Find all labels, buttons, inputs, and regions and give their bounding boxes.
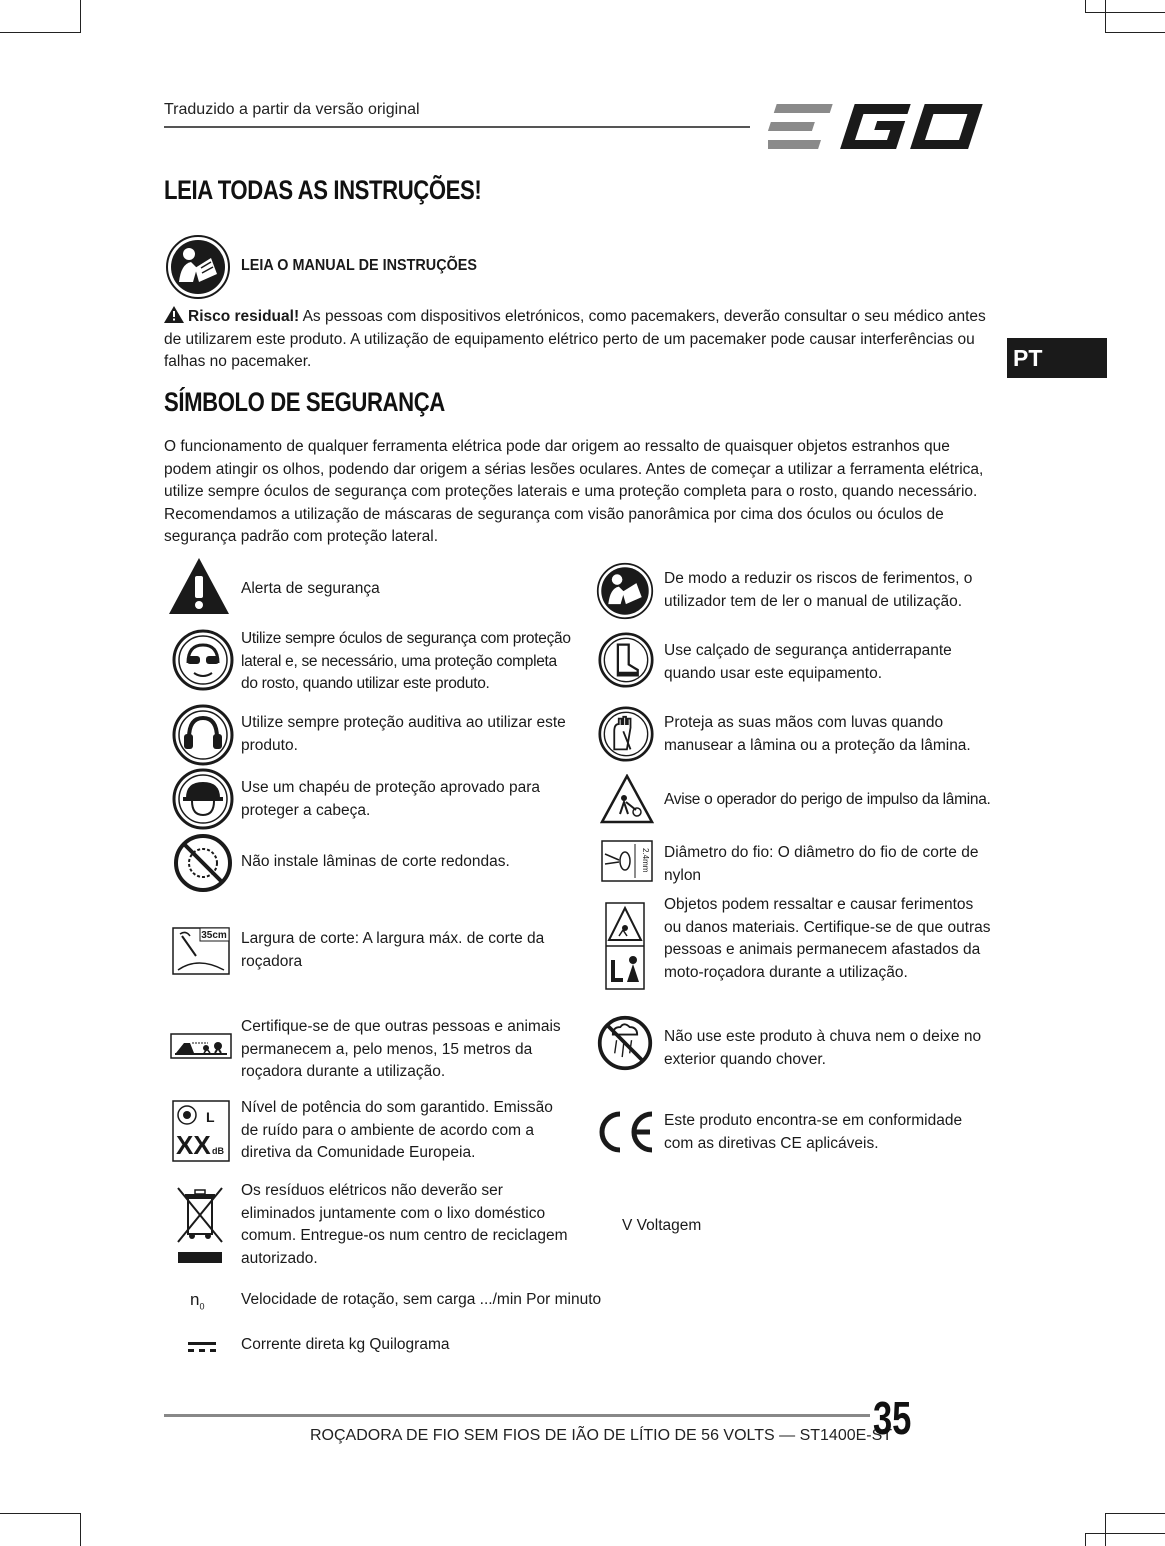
- section-title-safety-symbol: SÍMBOLO DE SEGURANÇA: [164, 387, 445, 417]
- symbol-text-keep-distance: Certifique-se de que outras pessoas e animais permanecem a, pelo menos, 15 metros da roçadora durante a utilização.: [241, 1018, 561, 1080]
- crop-mark: [1085, 1533, 1086, 1546]
- symbol-text-gloves: Proteja as suas mãos com luvas quando manusear a lâmina ou a proteção da lâmina.: [664, 714, 971, 754]
- symbol-text-blade-thrust: Avise o operador do perigo de impulso da lâmina.: [664, 791, 991, 808]
- symbol-text-direct-current: Corrente direta kg Quilograma: [241, 1336, 450, 1353]
- direct-current-icon: [188, 1340, 216, 1354]
- symbol-text-read-manual: De modo a reduzir os riscos de ferimentos, o utilizador tem de ler o manual de utilização.: [664, 570, 973, 610]
- footer-product-title: ROÇADORA DE FIO SEM FIOS DE IÃO DE LÍTIO DE 56 VOLTS — ST1400E-ST: [310, 1427, 893, 1444]
- crop-mark: [1105, 1513, 1165, 1514]
- symbol-text-safety-boots: Use calçado de segurança antiderrapante quando usar este equipamento.: [664, 642, 952, 682]
- symbol-text-line-diameter: Diâmetro do fio: O diâmetro do fio de corte de nylon: [664, 844, 979, 884]
- symbol-text-voltage: V Voltagem: [622, 1217, 702, 1234]
- residual-risk-text: As pessoas com dispositivos eletrónicos, como pacemakers, deverão consultar o seu médico antes de utilizarem este produto. A utilização de equipamento elétrico perto de um pacemaker pode causar interferências ou falhas no pacemaker.: [164, 308, 986, 370]
- weee-bin-icon: [176, 1184, 224, 1266]
- blade-thrust-warning-icon: [600, 774, 654, 824]
- symbol-text-safety-glasses: Utilize sempre óculos de segurança com proteção lateral e, se necessário, uma proteção completa do rosto, quando utilizar este produto.: [241, 630, 571, 692]
- rpm-symbol: n: [190, 1290, 200, 1309]
- footer-rule: [164, 1414, 870, 1417]
- read-manual-label: LEIA O MANUAL DE INSTRUÇÕES: [241, 257, 478, 274]
- ce-mark-text: CE: [598, 1110, 600, 1111]
- translation-note: Traduzido a partir da versão original: [164, 101, 420, 118]
- residual-risk-paragraph: [164, 306, 994, 374]
- symbol-text-no-rain: Não use este produto à chuva nem o deixe no exterior quando chover.: [664, 1028, 982, 1068]
- symbol-text-hearing-protection: Utilize sempre proteção auditiva ao utilizar este produto.: [241, 714, 566, 754]
- safety-alert-icon: [168, 556, 230, 618]
- symbol-text-thrown-objects: Objetos podem ressaltar e causar ferimentos ou danos materiais. Certifique-se de que outras pessoas e animais permanecem afastados da moto-roçadora durante a utilização.: [664, 896, 991, 981]
- no-circular-blade-icon: [172, 832, 234, 894]
- crop-mark: [1105, 0, 1106, 33]
- sound-level-value: XX: [176, 1130, 211, 1160]
- hearing-protection-icon: [172, 704, 234, 766]
- cutting-width-value: 35cm: [201, 930, 227, 941]
- sound-unit-label: dB: [212, 1146, 224, 1156]
- symbol-text-cutting-width: Largura de corte: A largura máx. de corte da roçadora: [241, 930, 545, 970]
- sound-power-icon: [172, 1100, 230, 1162]
- safety-glasses-icon: [172, 629, 234, 691]
- ce-mark-icon: [598, 1110, 656, 1154]
- no-load-speed-icon: [190, 1290, 204, 1311]
- thrown-objects-icon: [605, 902, 645, 990]
- crop-mark: [1085, 12, 1165, 13]
- language-tab: PT: [1007, 338, 1107, 378]
- symbol-text-sound-power: Nível de potência do som garantido. Emissão de ruído para o ambiente de acordo com a diretiva da Comunidade Europeia.: [241, 1099, 553, 1161]
- symbol-text-no-load-speed: Velocidade de rotação, sem carga .../min Por minuto: [241, 1291, 602, 1308]
- safety-boots-icon: [598, 632, 654, 688]
- warning-triangle-icon: [164, 306, 184, 323]
- symbol-text-safety-alert: Alerta de segurança: [241, 580, 380, 597]
- symbol-text-weee: Os resíduos elétricos não deverão ser eliminados juntamente com o lixo doméstico comum. Entregue-os num centro de reciclagem autorizado.: [241, 1182, 568, 1267]
- gloves-icon: [598, 706, 654, 762]
- logo-text: EGO: [768, 100, 771, 101]
- crop-mark: [80, 1513, 81, 1546]
- safety-intro-paragraph: O funcionamento de qualquer ferramenta elétrica pode dar origem ao ressalto de quaisquer objetos estranhos que podem atingir os olhos, podendo dar origem a sérias lesões oculares. Antes de começar a utilizar a ferramenta elétrica, utilize sempre óculos de segurança com proteções laterais e uma proteção completa para o rosto, quando necessário. Recomendamos a utilização de máscaras de segurança com visão panorâmica por cima dos óculos ou óculos de segurança padrão com proteção lateral.: [164, 438, 984, 545]
- residual-risk-title: Risco residual!: [188, 308, 300, 325]
- read-manual-small-icon: [596, 562, 654, 620]
- crop-mark: [0, 1513, 80, 1514]
- symbol-text-helmet: Use um chapéu de proteção aprovado para proteger a cabeça.: [241, 779, 541, 819]
- crop-mark: [1105, 32, 1165, 33]
- rpm-subscript: 0: [199, 1301, 205, 1312]
- crop-mark: [1085, 0, 1086, 12]
- helmet-icon: [172, 768, 234, 830]
- read-manual-icon: [165, 234, 231, 300]
- crop-mark: [1085, 1533, 1165, 1534]
- sound-lwa-label: L: [206, 1109, 215, 1125]
- keep-distance-icon: [170, 1031, 232, 1061]
- section-title-read-instructions: LEIA TODAS AS INSTRUÇÕES!: [164, 175, 482, 205]
- line-diameter-value: 2.4mm: [641, 848, 650, 873]
- header-rule: [164, 126, 750, 128]
- crop-mark: [1105, 1513, 1106, 1546]
- cutting-width-icon: [172, 920, 230, 976]
- line-diameter-icon: [601, 840, 653, 882]
- crop-mark: [80, 0, 81, 33]
- symbol-text-ce: Este produto encontra-se em conformidade com as diretivas CE aplicáveis.: [664, 1112, 963, 1152]
- ego-logo: [768, 100, 994, 154]
- crop-mark: [0, 32, 80, 33]
- symbol-text-no-circular-blade: Não instale lâminas de corte redondas.: [241, 853, 510, 870]
- page-number: 35: [873, 1392, 912, 1444]
- no-rain-icon: [596, 1014, 654, 1072]
